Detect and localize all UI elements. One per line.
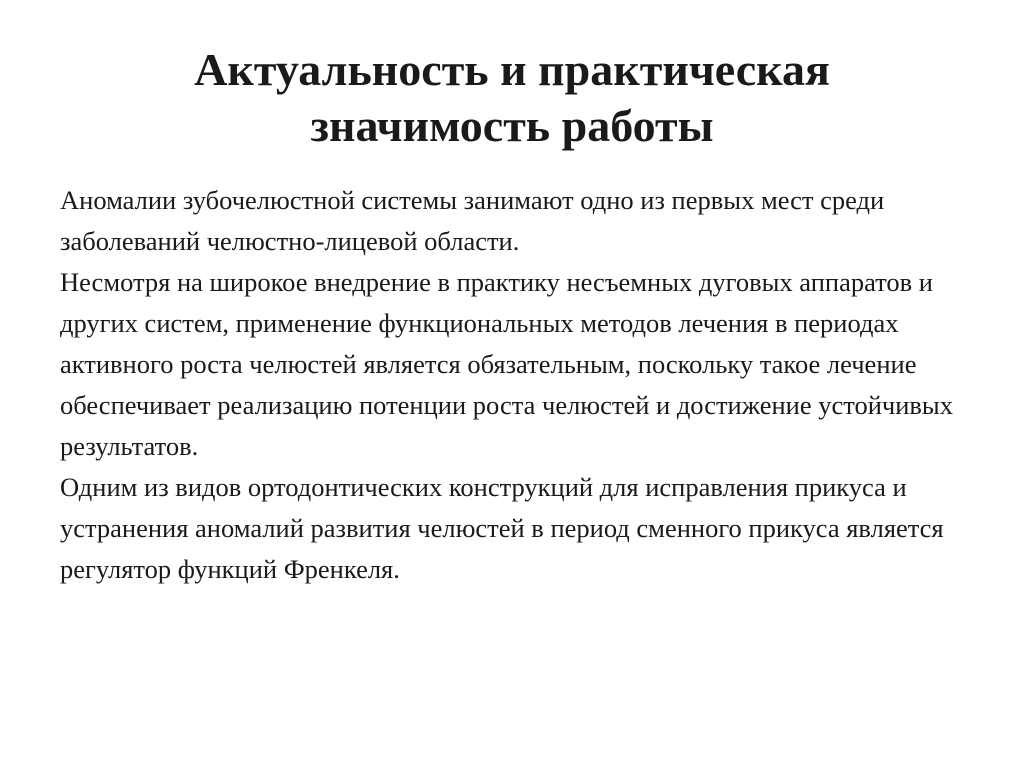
- slide-title-line-2: значимость работы: [310, 100, 714, 151]
- paragraph-frankel-regulator: Одним из видов ортодонтических конструкций для исправления прикуса и устранения аномалий развития челюстей в период сменного прикуса является регулятор функций Френкеля.: [60, 472, 944, 584]
- paragraph-anomalies: Аномалии зубочелюстной системы занимают одно из первых мест среди заболеваний челюстно-лицевой области.: [60, 185, 885, 256]
- paragraph-functional-methods: Несмотря на широкое внедрение в практику несъемных дуговых аппаратов и других систем, применение функциональных методов лечения в периодах активного роста челюстей является обязательным, поскольку такое лечение обеспечивает реализацию потенции роста челюстей и достижение устойчивых результатов.: [60, 267, 953, 461]
- slide-title-line-1: Актуальность и практическая: [194, 44, 830, 95]
- slide-body: [60, 180, 980, 590]
- slide-title: [0, 42, 1024, 154]
